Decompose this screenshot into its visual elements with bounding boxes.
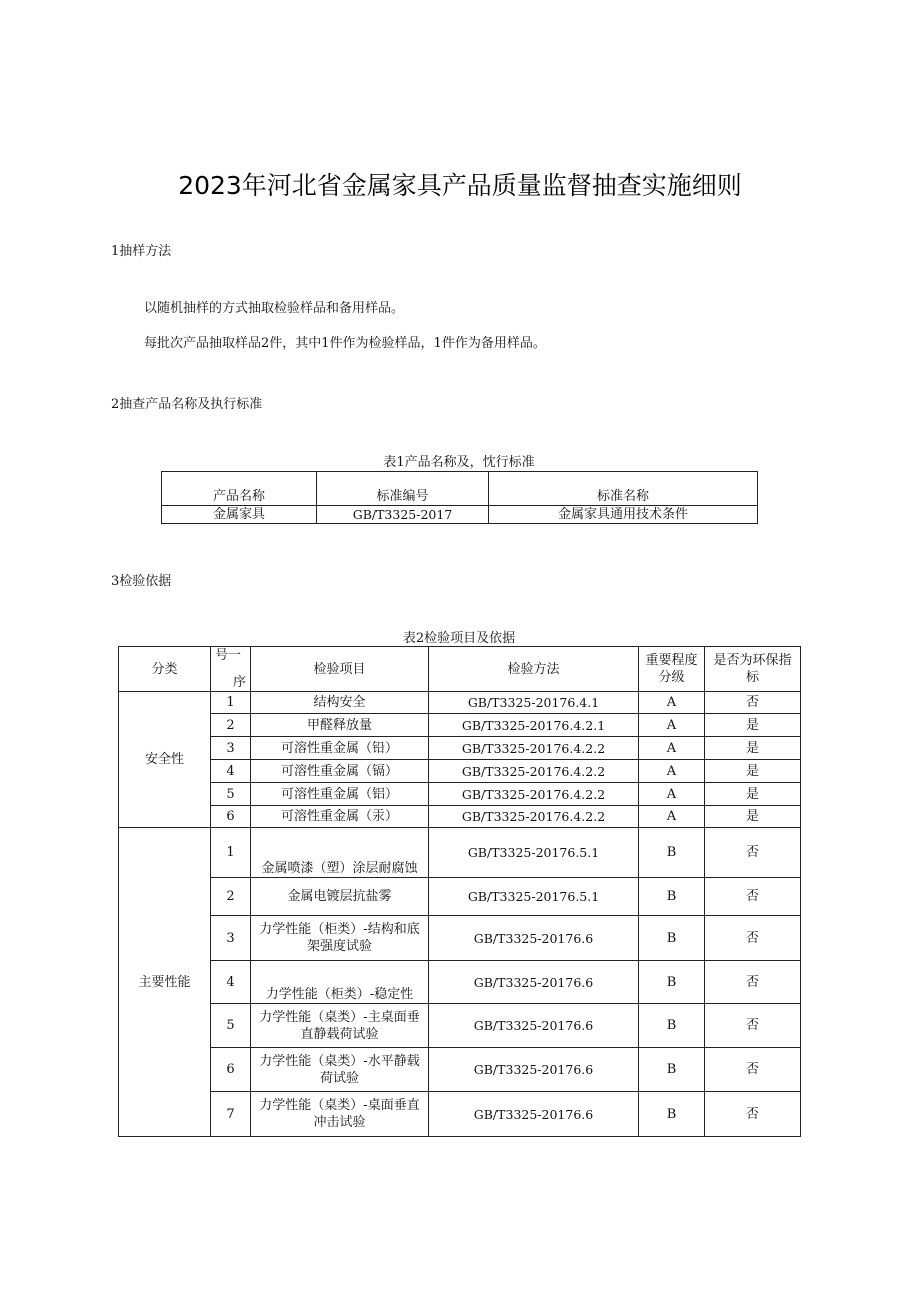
cell-seq: 2 <box>211 714 251 737</box>
env-header-line2: 标 <box>745 670 759 685</box>
cell-item: 力学性能（柜类）-稳定性 <box>251 961 429 1004</box>
cell-method: GB/T3325-20176.5.1 <box>429 828 639 878</box>
cell-seq: 6 <box>211 806 251 828</box>
cell-level: A <box>639 692 705 714</box>
cell-env: 否 <box>705 692 801 714</box>
cell-product-name: 金属家具 <box>162 506 317 524</box>
cell-method: GB/T3325-20176.6 <box>429 1004 639 1048</box>
cell-seq: 4 <box>211 961 251 1004</box>
cell-env: 是 <box>705 806 801 828</box>
section-heading-products: 2抽查产品名称及执行标准 <box>111 397 263 412</box>
paragraph-sample-quantity: 每批次产品抽取样品2件，其中1件作为检验样品，1件作为备用样品。 <box>144 336 546 351</box>
table-row <box>119 878 801 916</box>
cell-env: 否 <box>705 878 801 916</box>
cell-env: 否 <box>705 1048 801 1092</box>
cell-level: A <box>639 783 705 806</box>
column-header-standard-number: 标准编号 <box>317 472 489 506</box>
cell-seq: 4 <box>211 760 251 783</box>
sequence-header-bottom: 序 <box>233 675 247 690</box>
cell-level: B <box>639 828 705 878</box>
cell-standard-name: 金属家具通用技术条件 <box>489 506 758 524</box>
inspection-items-table <box>118 646 801 1137</box>
cell-method: GB/T3325-20176.4.2.2 <box>429 806 639 828</box>
cell-item: 力学性能（柜类）-结构和底架强度试验 <box>251 916 429 961</box>
cell-seq: 7 <box>211 1092 251 1137</box>
cell-seq: 3 <box>211 737 251 760</box>
importance-header-line1: 重要程度 <box>645 653 698 668</box>
column-header-item: 检验项目 <box>251 647 429 692</box>
cell-level: A <box>639 737 705 760</box>
table-row <box>119 692 801 714</box>
cell-seq: 5 <box>211 783 251 806</box>
cell-method: GB/T3325-20176.6 <box>429 961 639 1004</box>
table-row <box>119 806 801 828</box>
table-header-row <box>162 472 758 506</box>
cell-method: GB/T3325-20176.6 <box>429 1048 639 1092</box>
cell-level: A <box>639 760 705 783</box>
cell-level: A <box>639 714 705 737</box>
category-cell-safety: 安全性 <box>119 692 211 828</box>
cell-method: GB/T3325-20176.4.2.1 <box>429 714 639 737</box>
cell-level: B <box>639 1004 705 1048</box>
importance-header-line2: 分级 <box>658 670 685 685</box>
table-row <box>119 828 801 878</box>
section-heading-sampling: 1抽样方法 <box>111 244 172 259</box>
column-header-product-name: 产品名称 <box>162 472 317 506</box>
column-header-category: 分类 <box>119 647 211 692</box>
cell-level: B <box>639 1048 705 1092</box>
page-title: 2023年河北省金属家具产品质量监督抽查实施细则 <box>178 171 742 200</box>
cell-env: 是 <box>705 714 801 737</box>
cell-method: GB/T3325-20176.4.2.2 <box>429 760 639 783</box>
cell-env: 是 <box>705 737 801 760</box>
cell-method: GB/T3325-20176.4.2.2 <box>429 783 639 806</box>
product-standard-table <box>161 471 758 524</box>
cell-standard-number: GB/T3325-2017 <box>317 506 489 524</box>
table-row <box>119 961 801 1004</box>
cell-level: A <box>639 806 705 828</box>
table-row <box>119 737 801 760</box>
env-header-line1: 是否为环保指 <box>713 653 792 668</box>
table-row <box>119 916 801 961</box>
cell-item: 甲醛释放量 <box>251 714 429 737</box>
cell-method: GB/T3325-20176.5.1 <box>429 878 639 916</box>
cell-seq: 2 <box>211 878 251 916</box>
cell-level: B <box>639 916 705 961</box>
table-row <box>119 1092 801 1137</box>
cell-env: 否 <box>705 828 801 878</box>
cell-env: 否 <box>705 961 801 1004</box>
table2-caption: 表2检验项目及依据 <box>402 631 516 646</box>
section-heading-basis: 3检验依据 <box>111 574 172 589</box>
table-row <box>162 506 758 524</box>
cell-item: 可溶性重金属（镉） <box>251 760 429 783</box>
table-row <box>119 760 801 783</box>
paragraph-sampling-method: 以随机抽样的方式抽取检验样品和备用样品。 <box>144 301 405 316</box>
cell-seq: 6 <box>211 1048 251 1092</box>
cell-env: 是 <box>705 760 801 783</box>
cell-seq: 5 <box>211 1004 251 1048</box>
cell-env: 是 <box>705 783 801 806</box>
column-header-method: 检验方法 <box>429 647 639 692</box>
cell-item: 可溶性重金属（汞） <box>251 806 429 828</box>
cell-level: B <box>639 1092 705 1137</box>
cell-seq: 1 <box>211 692 251 714</box>
cell-seq: 3 <box>211 916 251 961</box>
cell-env: 否 <box>705 916 801 961</box>
category-cell-performance: 主要性能 <box>119 828 211 1137</box>
column-header-sequence <box>211 647 251 692</box>
cell-item: 力学性能（桌类）-主桌面垂直静载荷试验 <box>251 1004 429 1048</box>
table-row <box>119 1048 801 1092</box>
cell-level: B <box>639 878 705 916</box>
table-header-row <box>119 647 801 692</box>
column-header-importance <box>639 647 705 692</box>
cell-item: 结构安全 <box>251 692 429 714</box>
cell-item: 可溶性重金属（铝） <box>251 783 429 806</box>
table-row <box>119 1004 801 1048</box>
cell-item: 金属电镀层抗盐雾 <box>251 878 429 916</box>
cell-item: 金属喷漆（塑）涂层耐腐蚀 <box>251 828 429 878</box>
cell-method: GB/T3325-20176.6 <box>429 916 639 961</box>
table-row <box>119 714 801 737</box>
cell-item: 力学性能（桌类）-桌面垂直冲击试验 <box>251 1092 429 1137</box>
cell-method: GB/T3325-20176.6 <box>429 1092 639 1137</box>
cell-level: B <box>639 961 705 1004</box>
column-header-standard-name: 标准名称 <box>489 472 758 506</box>
cell-seq: 1 <box>211 828 251 878</box>
table-row <box>119 783 801 806</box>
cell-env: 否 <box>705 1004 801 1048</box>
cell-item: 力学性能（桌类）-水平静载荷试验 <box>251 1048 429 1092</box>
cell-env: 否 <box>705 1092 801 1137</box>
table1-caption: 表1产品名称及，忱行标准 <box>383 455 535 470</box>
cell-method: GB/T3325-20176.4.2.2 <box>429 737 639 760</box>
column-header-environmental <box>705 647 801 692</box>
sequence-header-top: 号一 <box>215 648 242 663</box>
cell-item: 可溶性重金属（铅） <box>251 737 429 760</box>
cell-method: GB/T3325-20176.4.1 <box>429 692 639 714</box>
